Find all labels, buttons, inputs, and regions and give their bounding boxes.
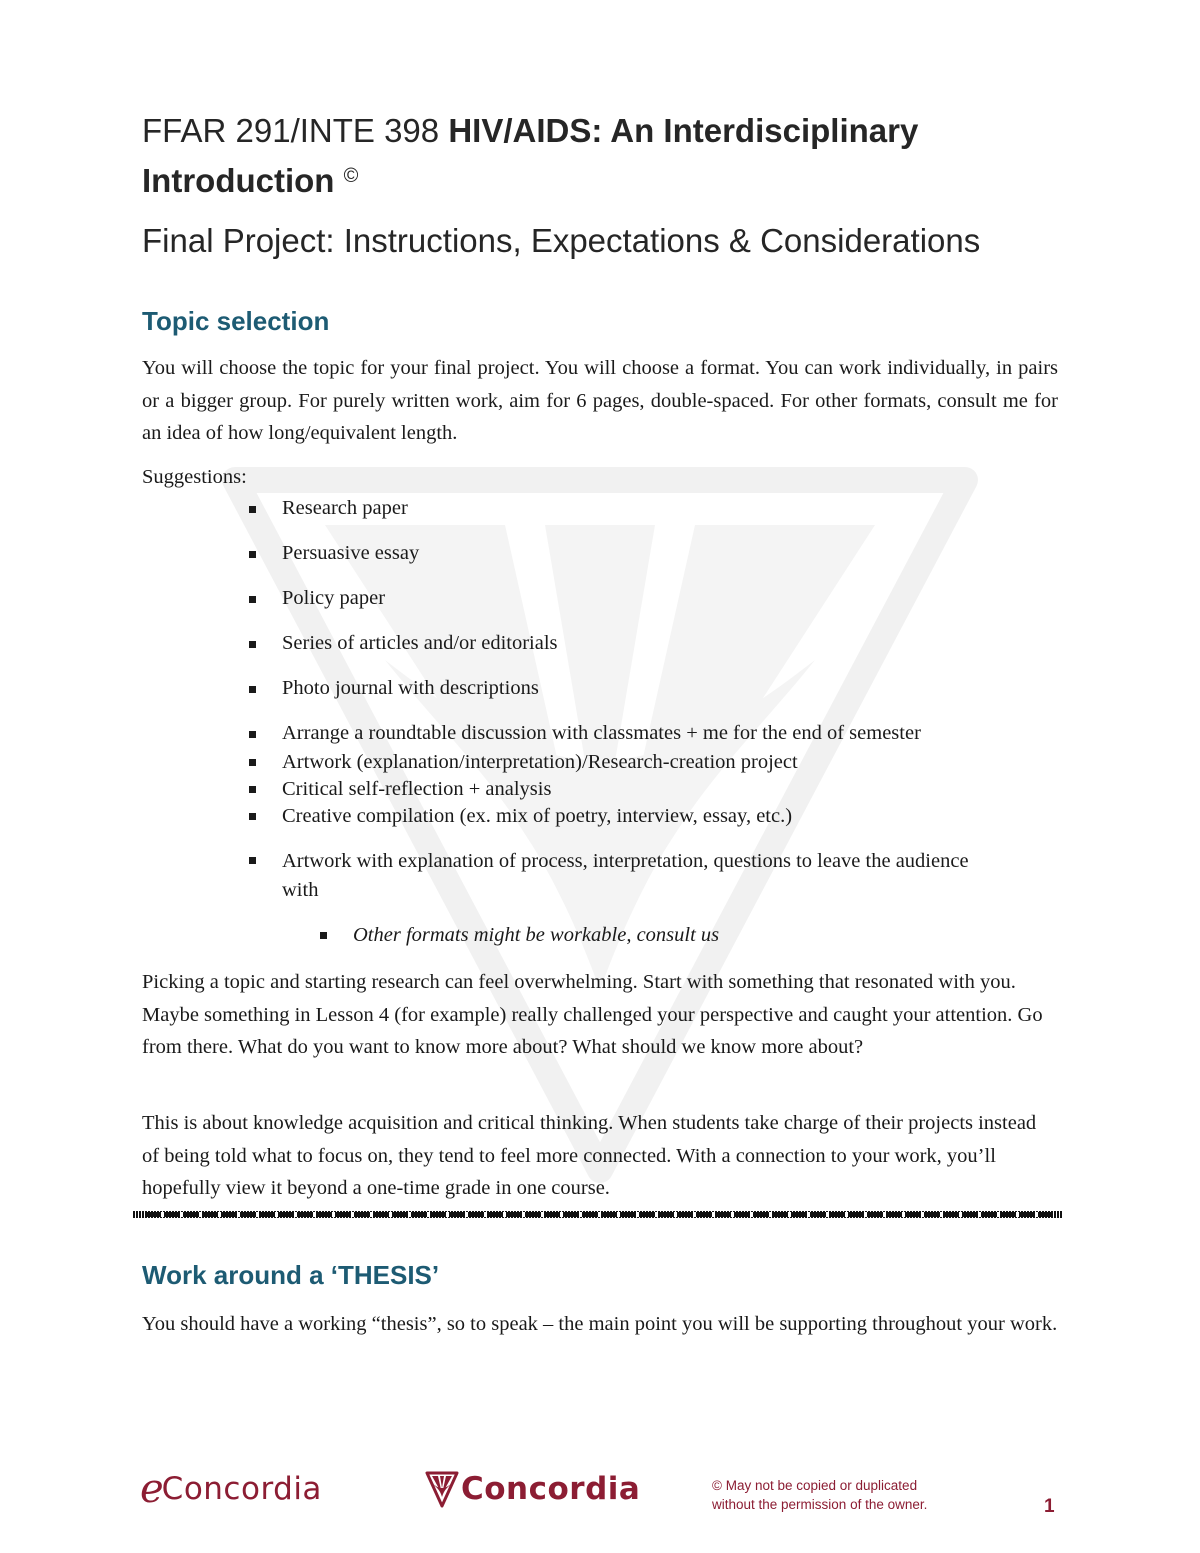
bullet-marker <box>249 506 256 513</box>
bullet-marker <box>249 641 256 648</box>
course-title-line-2 <box>142 162 1082 200</box>
suggestions-label: Suggestions: <box>142 466 247 488</box>
suggestion-item: Arrange a roundtable discussion with classmates + me for the end of semester <box>282 722 921 744</box>
bullet-marker <box>249 759 256 766</box>
copyright-symbol: © <box>343 165 359 187</box>
course-title-line-1 <box>142 112 1082 150</box>
econcordia-wordmark: Concordia <box>161 1471 322 1507</box>
suggestion-item: Artwork (explanation/interpretation)/Research-creation project <box>282 751 798 773</box>
bullet-marker <box>249 857 256 864</box>
bullet-marker <box>249 731 256 738</box>
topic-paragraph-2: Picking a topic and starting research can feel overwhelming. Start with something that resonated with you. Maybe something in Lesson 4 (for example) really challenged your perspective and caught your attention. Go from there. What do you want to know more about? What should we know more about? <box>142 971 1043 1058</box>
suggestion-item: Research paper <box>282 497 408 519</box>
suggestion-item: Series of articles and/or editorials <box>282 632 558 654</box>
suggestion-item: Artwork with explanation of process, interpretation, questions to leave the audience with <box>282 850 969 901</box>
econcordia-e-mark: e <box>140 1466 164 1512</box>
suggestion-item: Critical self-reflection + analysis <box>282 778 552 800</box>
bullet-marker <box>320 932 327 939</box>
copyright-notice: © May not be copied or duplicated without the permission of the owner. <box>712 1478 928 1512</box>
thesis-paragraph: You should have a working “thesis”, so to speak – the main point you will be supporting throughout your work. <box>142 1313 1058 1335</box>
suggestion-item: Persuasive essay <box>282 542 420 564</box>
thesis-heading: Work around a ‘THESIS’ <box>142 1260 440 1290</box>
concordia-wordmark: Concordia <box>461 1471 641 1507</box>
bullet-marker <box>249 786 256 793</box>
document-subtitle: Final Project: Instructions, Expectations & Considerations <box>142 222 981 259</box>
concordia-logo <box>425 1466 640 1512</box>
topic-paragraph-3: This is about knowledge acquisition and critical thinking. When students take charge of their projects instead of being told what to focus on, they tend to feel more connected. With a connection to your work, you’ll hopefully view it beyond a one-time grade in one course. <box>142 1112 1037 1199</box>
suggestion-item: Policy paper <box>282 587 386 609</box>
course-code: FFAR 291/INTE 398 <box>142 112 440 149</box>
bullet-marker <box>249 596 256 603</box>
bullet-marker <box>249 686 256 693</box>
course-title: HIV/AIDS: An Interdisciplinary <box>448 112 919 149</box>
topic-intro-paragraph: You will choose the topic for your final project. You will choose a format. You can work individually, in pairs or a bigger group. For purely written work, aim for 6 pages, double-spaced. For other formats, consult me for an idea of how long/equivalent length. <box>142 357 1058 444</box>
sub-suggestion-item: Other formats might be workable, consult us <box>353 924 720 946</box>
page-number: 1 <box>1044 1496 1055 1517</box>
section-divider <box>133 1211 1063 1218</box>
econcordia-logo <box>140 1466 322 1512</box>
topic-selection-heading: Topic selection <box>142 306 330 336</box>
bullet-marker <box>249 813 256 820</box>
course-title-cont: Introduction <box>142 162 335 199</box>
suggestion-item: Photo journal with descriptions <box>282 677 539 699</box>
concordia-shield-icon <box>425 1470 459 1508</box>
suggestion-item: Creative compilation (ex. mix of poetry, interview, essay, etc.) <box>282 805 793 827</box>
bullet-marker <box>249 551 256 558</box>
